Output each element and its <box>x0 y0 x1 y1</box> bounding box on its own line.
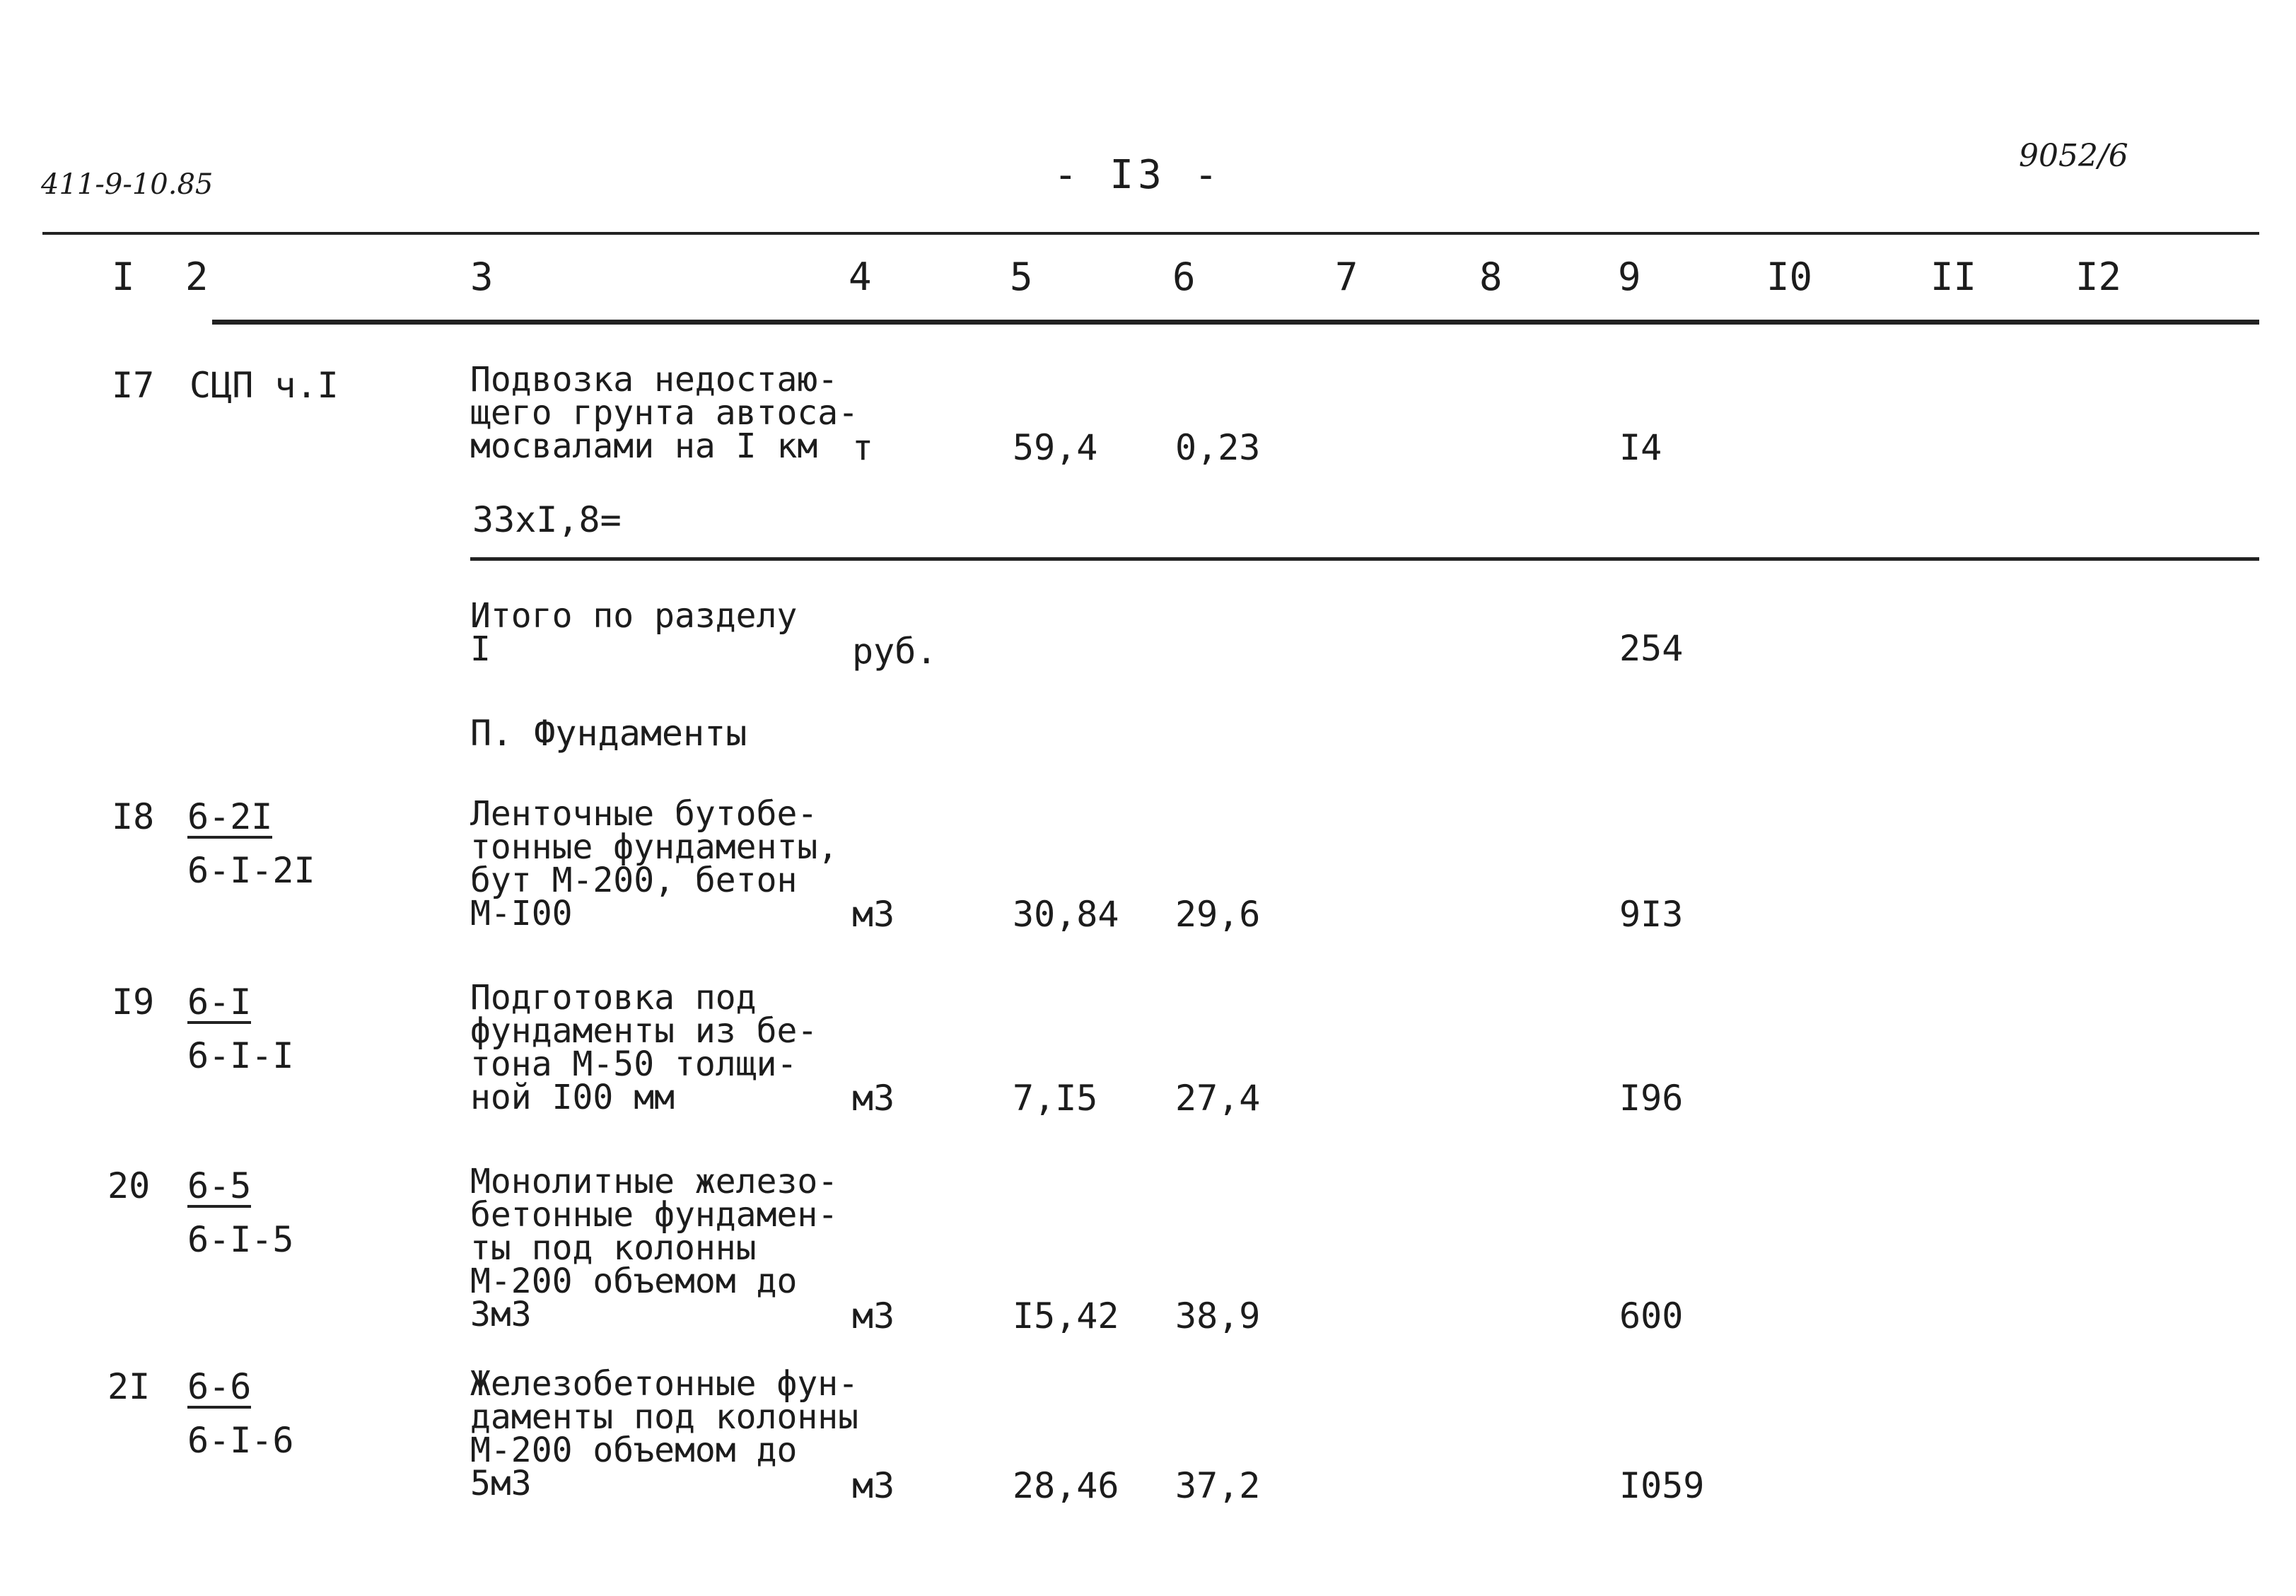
total-cost: I96 <box>1619 1078 1684 1119</box>
rate-code-denominator: 6-I-2I <box>187 850 315 891</box>
document-code: 411-9-10.85 <box>41 168 214 201</box>
corner-mark: 9052/6 <box>2019 138 2128 174</box>
rate-code-denominator: 6-I-I <box>187 1035 294 1076</box>
work-description: Подготовка под фундаменты из бе- тона М-50 толщи- ной I00 мм <box>470 978 818 1117</box>
row-number: 2I <box>107 1366 151 1407</box>
subtotal-rule <box>470 557 2259 561</box>
column-header: 2 <box>185 255 209 299</box>
rate-code <box>187 1165 294 1260</box>
unit: м3 <box>852 1295 895 1336</box>
rate-code-numerator: 6-6 <box>187 1366 252 1407</box>
quantity: 30,84 <box>1013 894 1119 935</box>
column-header: 6 <box>1172 255 1196 299</box>
column-header: 3 <box>470 255 494 299</box>
unit-price: 37,2 <box>1175 1465 1261 1506</box>
work-description: Подвозка недостаю- щего грунта автоса- мосвалами на I км <box>470 360 859 466</box>
row-number: I7 <box>112 365 155 406</box>
section-heading: П. Фундаменты <box>470 713 747 754</box>
unit: м3 <box>852 1078 895 1119</box>
subtotal-label: Итого по разделу I <box>470 596 798 669</box>
column-header: I2 <box>2075 255 2122 299</box>
column-header: 4 <box>849 255 872 299</box>
work-description: Монолитные железо- бетонные фундамен- ты под колонны М-200 объемом до 3м3 <box>470 1162 839 1334</box>
row-number: I9 <box>112 982 155 1023</box>
quantity: I5,42 <box>1013 1295 1119 1336</box>
rate-code <box>187 1366 294 1461</box>
rate-code-numerator: 6-2I <box>187 796 273 837</box>
column-header: I0 <box>1766 255 1813 299</box>
quantity: 7,I5 <box>1013 1078 1098 1119</box>
total-cost: 600 <box>1619 1295 1684 1336</box>
calculation-formula: 33xI,8= <box>472 499 622 540</box>
unit-price: 27,4 <box>1175 1078 1261 1119</box>
column-header: 5 <box>1010 255 1033 299</box>
column-header: II <box>1930 255 1977 299</box>
quantity: 28,46 <box>1013 1465 1119 1506</box>
total-cost: 9I3 <box>1619 894 1684 935</box>
row-number: 20 <box>107 1165 151 1206</box>
row-number: I8 <box>112 796 155 837</box>
column-header: 8 <box>1479 255 1503 299</box>
unit-price: 38,9 <box>1175 1295 1261 1336</box>
unit: т <box>852 427 874 468</box>
rate-code-denominator: 6-I-5 <box>187 1219 294 1260</box>
rate-code <box>187 982 294 1076</box>
total-cost: 254 <box>1619 628 1684 669</box>
page-number: - I3 - <box>1054 152 1223 198</box>
quantity: 59,4 <box>1013 427 1098 468</box>
table-top-rule <box>42 232 2259 235</box>
work-description: Ленточные бутобе- тонные фундаменты, бут М-200, бетон М-I00 <box>470 794 839 933</box>
column-header: 9 <box>1618 255 1641 299</box>
rate-code <box>187 796 315 891</box>
rate-code-numerator: 6-I <box>187 982 252 1023</box>
column-header: I <box>112 255 135 299</box>
total-cost: I059 <box>1619 1465 1705 1506</box>
unit: руб. <box>852 631 938 672</box>
rate-code-numerator: 6-5 <box>187 1165 252 1206</box>
rate-code-denominator: 6-I-6 <box>187 1420 294 1461</box>
total-cost: I4 <box>1619 427 1662 468</box>
header-bottom-rule <box>212 320 2259 325</box>
column-header: 7 <box>1335 255 1358 299</box>
unit: м3 <box>852 1465 895 1506</box>
work-description: Железобетонные фун- даменты под колонны М-200 объемом до 5м3 <box>470 1364 859 1503</box>
unit-price: 0,23 <box>1175 427 1261 468</box>
unit-price: 29,6 <box>1175 894 1261 935</box>
unit: м3 <box>852 894 895 935</box>
rate-code: СЦП ч.I <box>190 365 339 406</box>
